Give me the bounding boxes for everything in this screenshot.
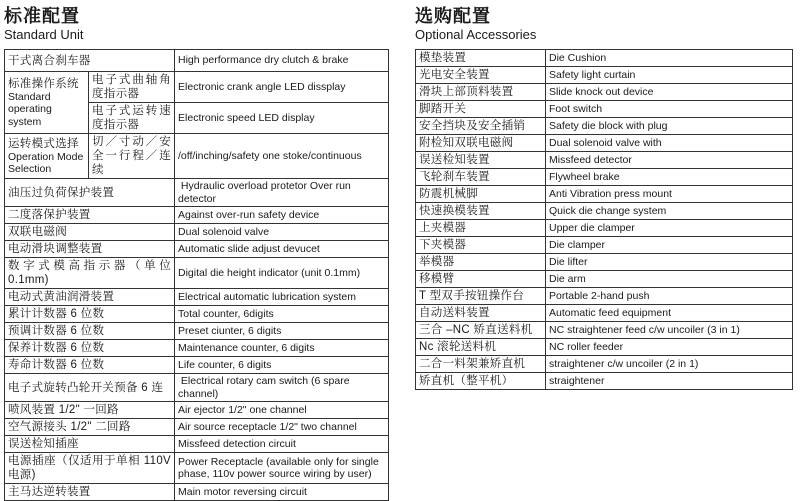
feature-options-zh: 切／寸动／安全一行程／连续 (89, 134, 175, 179)
accessory-desc-en: Die Cushion (546, 50, 793, 67)
accessory-desc-en: Die lifter (546, 254, 793, 271)
feature-name-zh: 累计计数器 6 位数 (5, 306, 175, 323)
accessory-desc-en: Upper die clamper (546, 220, 793, 237)
table-row (416, 322, 793, 339)
table-row (416, 101, 793, 118)
accessory-name-zh: 矫直机（整平机） (416, 373, 546, 390)
feature-desc-en: Against over-run safety device (175, 207, 389, 224)
table-row (416, 84, 793, 101)
table-row (416, 373, 793, 390)
accessory-name-zh: 快速换模装置 (416, 203, 546, 220)
table-row (5, 241, 389, 258)
accessory-desc-en: Die clamper (546, 237, 793, 254)
optional-accessories-title-en: Optional Accessories (415, 27, 537, 42)
table-row (416, 118, 793, 135)
feature-desc-en: Dual solenoid valve (175, 224, 389, 241)
table-row (5, 402, 389, 419)
accessory-desc-en: Quick die change system (546, 203, 793, 220)
accessory-desc-en: Safety light curtain (546, 67, 793, 84)
table-row (416, 50, 793, 67)
accessory-name-zh: 滑块上部顶料装置 (416, 84, 546, 101)
feature-name-zh: 数字式模高指示器（单位 0.1mm) (5, 258, 175, 289)
feature-desc-en: Electrical rotary cam switch (6 spare channel) (175, 374, 389, 402)
accessory-name-zh: 防震机械脚 (416, 186, 546, 203)
table-row (416, 237, 793, 254)
feature-desc-en: Automatic slide adjust devucet (175, 241, 389, 258)
table-row (416, 288, 793, 305)
table-row (5, 419, 389, 436)
table-row (5, 340, 389, 357)
table-row (5, 484, 389, 501)
feature-desc-en: Main motor reversing circuit (175, 484, 389, 501)
feature-desc-en: Electrical automatic lubrication system (175, 289, 389, 306)
table-row (416, 305, 793, 322)
table-row (5, 50, 389, 72)
feature-name-zh: 双联电磁阀 (5, 224, 175, 241)
standard-unit-title-en: Standard Unit (4, 27, 84, 42)
feature-desc-en: Electronic speed LED display (175, 103, 389, 134)
table-row (5, 134, 389, 179)
table-row (416, 254, 793, 271)
table-row (5, 374, 389, 402)
accessory-name-zh: 安全挡块及安全插销 (416, 118, 546, 135)
feature-desc-en: Hydraulic overload protetor Over run detector (175, 179, 389, 207)
feature-desc-en: /off/inching/safety one stoke/continuous (175, 134, 389, 179)
feature-name-zh: 电源插座（仅适用于单相 110V 电源) (5, 453, 175, 484)
feature-desc-en: Electronic crank angle LED dissplay (175, 72, 389, 103)
feature-desc-en: Total counter, 6digits (175, 306, 389, 323)
feature-desc-en: Maintenance counter, 6 digits (175, 340, 389, 357)
table-row (416, 186, 793, 203)
table-row (5, 258, 389, 289)
feature-desc-en: Preset ciunter, 6 digits (175, 323, 389, 340)
accessory-desc-en: Missfeed detector (546, 152, 793, 169)
feature-group-label (5, 72, 89, 134)
feature-name-zh: 电子式旋转凸轮开关预备 6 连 (5, 374, 175, 402)
table-row (5, 207, 389, 224)
table-row (416, 67, 793, 84)
feature-desc-en: Power Receptacle (available only for single phase, 110v power source wiring by user) (175, 453, 389, 484)
feature-desc-en: Missfeed detection circuit (175, 436, 389, 453)
accessory-name-zh: T 型双手按钮操作台 (416, 288, 546, 305)
accessory-desc-en: Die arm (546, 271, 793, 288)
accessory-name-zh: 二合一料架兼矫直机 (416, 356, 546, 373)
accessory-name-zh: 自动送料装置 (416, 305, 546, 322)
accessory-name-zh: 飞轮刹车装置 (416, 169, 546, 186)
accessory-desc-en: Portable 2-hand push (546, 288, 793, 305)
accessory-desc-en: straightener c/w uncoiler (2 in 1) (546, 356, 793, 373)
accessory-desc-en: straightener (546, 373, 793, 390)
feature-name-zh: 电子式曲轴角度指示器 (89, 72, 175, 103)
feature-desc-en: Air source receptacle 1/2" two channel (175, 419, 389, 436)
table-row (5, 306, 389, 323)
accessory-name-zh: 举模器 (416, 254, 546, 271)
accessory-name-zh: 上夹模器 (416, 220, 546, 237)
standard-unit-title-zh: 标准配置 (4, 6, 80, 26)
feature-desc-en: High performance dry clutch & brake (175, 50, 389, 72)
feature-name-zh: 二度落保护装置 (5, 207, 175, 224)
table-row (416, 220, 793, 237)
accessory-desc-en: Slide knock out device (546, 84, 793, 101)
section-standard-unit (4, 6, 389, 501)
table-row (416, 271, 793, 288)
accessory-desc-en: Safety die block with plug (546, 118, 793, 135)
feature-name-zh: 预调计数器 6 位数 (5, 323, 175, 340)
group-label-en: Operation Mode Selection (8, 150, 84, 175)
table-row (416, 356, 793, 373)
accessory-name-zh: 三合 –NC 矫直送料机 (416, 322, 546, 339)
feature-name-zh: 电子式运转速度指示器 (89, 103, 175, 134)
table-row (5, 72, 389, 103)
accessory-desc-en: Flywheel brake (546, 169, 793, 186)
table-row (5, 436, 389, 453)
accessory-desc-en: NC straightener feed c/w uncoiler (3 in 1) (546, 322, 793, 339)
feature-name-zh: 主马达逆转装置 (5, 484, 175, 501)
feature-desc-en: Life counter, 6 digits (175, 357, 389, 374)
table-row (5, 179, 389, 207)
accessory-name-zh: 模垫装置 (416, 50, 546, 67)
accessory-name-zh: 脚踏开关 (416, 101, 546, 118)
accessory-name-zh: 光电安全装置 (416, 67, 546, 84)
feature-desc-en: Digital die height indicator (unit 0.1mm) (175, 258, 389, 289)
standard-unit-table (4, 49, 389, 501)
accessory-desc-en: Automatic feed equipment (546, 305, 793, 322)
feature-group-label (5, 134, 89, 179)
optional-accessories-title-zh: 选购配置 (415, 6, 491, 26)
accessory-desc-en: Dual solenoid valve with (546, 135, 793, 152)
table-row (416, 152, 793, 169)
feature-name-zh: 电动滑块调整装置 (5, 241, 175, 258)
feature-name-zh: 电动式黄油润滑装置 (5, 289, 175, 306)
optional-accessories-table (415, 49, 793, 390)
accessory-name-zh: 下夹模器 (416, 237, 546, 254)
accessory-name-zh: 移模臂 (416, 271, 546, 288)
feature-name-zh: 喷风装置 1/2" 一回路 (5, 402, 175, 419)
section-optional-accessories (415, 6, 793, 390)
accessory-desc-en: Foot switch (546, 101, 793, 118)
accessory-name-zh: Nc 滚轮送料机 (416, 339, 546, 356)
table-row (416, 135, 793, 152)
table-row (416, 339, 793, 356)
table-row (5, 357, 389, 374)
feature-desc-en: Air ejector 1/2" one channel (175, 402, 389, 419)
group-label-zh: 标准操作系统 (8, 77, 79, 90)
group-label-zh: 运转模式选择 (8, 137, 79, 150)
feature-name-zh: 保养计数器 6 位数 (5, 340, 175, 357)
feature-name-zh: 空气源接头 1/2" 二回路 (5, 419, 175, 436)
table-row (416, 203, 793, 220)
feature-name-zh: 寿命计数器 6 位数 (5, 357, 175, 374)
feature-name-zh: 误送检知插座 (5, 436, 175, 453)
accessory-name-zh: 附检知双联电磁阀 (416, 135, 546, 152)
table-row (5, 453, 389, 484)
accessory-desc-en: NC roller feeder (546, 339, 793, 356)
feature-name-zh: 干式离合刹车器 (5, 50, 175, 72)
feature-name-zh: 油压过负荷保护装置 (5, 179, 175, 207)
accessory-name-zh: 误送检知装置 (416, 152, 546, 169)
table-row (5, 224, 389, 241)
table-row (5, 323, 389, 340)
table-row (5, 289, 389, 306)
accessory-desc-en: Anti Vibration press mount (546, 186, 793, 203)
table-row (416, 169, 793, 186)
group-label-en: Standard operating system (8, 90, 52, 128)
